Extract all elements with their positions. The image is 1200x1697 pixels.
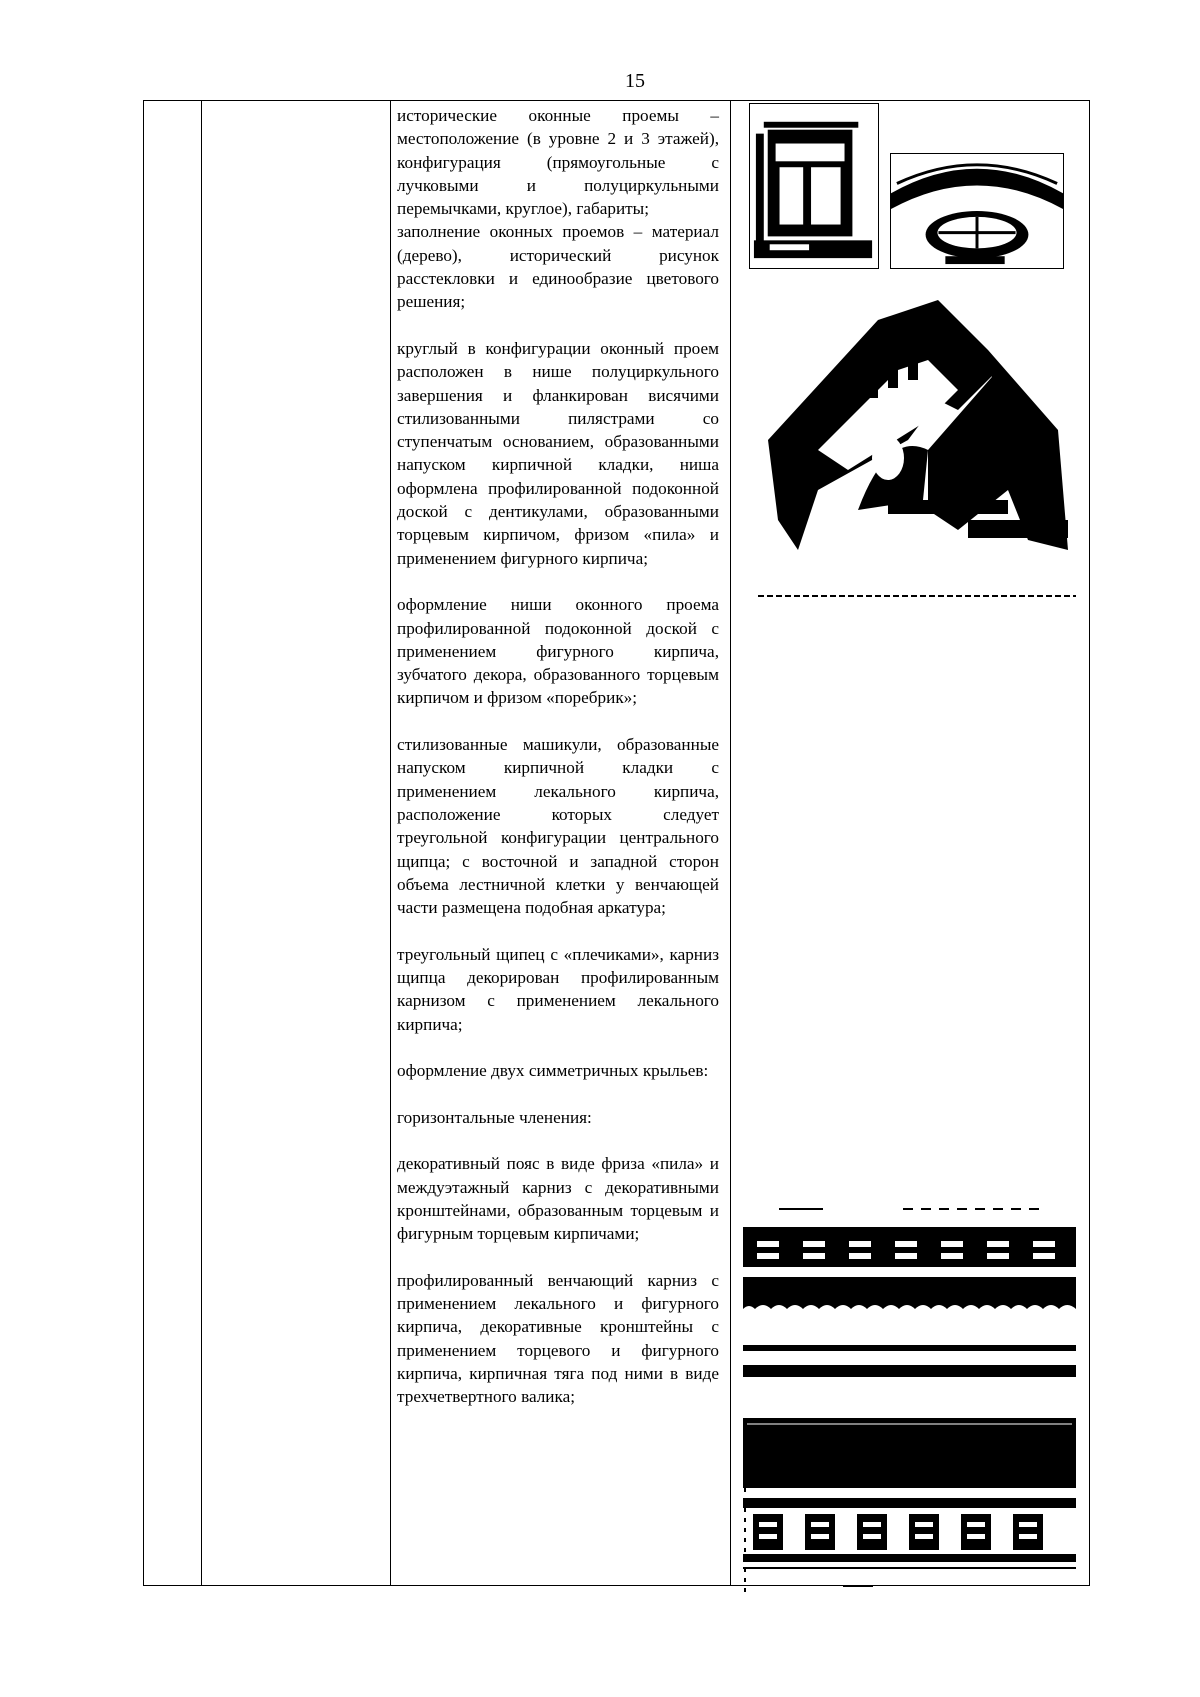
- paragraph-gable: треугольный щипец с «плечиками», карниз щипца декорирован профилированным карнизом с применением лекального кирпича;: [397, 944, 719, 1034]
- paragraph-windows: исторические оконные проемы – местоположение (в уровне 2 и 3 этажей), конфигурация (прямоугольные с лучковыми и полуциркульными перемычками, круглое), габариты; заполнение оконных проемов – материал (дерево), исторический рисунок расстекловки и единообразие цветового решения;: [397, 106, 719, 312]
- frieze-cornice-photo: [743, 1205, 1076, 1383]
- paragraph-machicolations: стилизованные машикули, образованные напуском кирпичной кладки с применением лекального кирпича, расположение которых следует треугольной конфигурации центрального щипца; с восточной и западной сторон объема лестничной клетки у венчающей части размещена подобная аркатура;: [397, 735, 719, 918]
- column-divider: [730, 101, 731, 1585]
- paragraph-horizontal: горизонтальные членения:: [397, 1107, 592, 1127]
- crowning-cornice-photo: [743, 1418, 1076, 1592]
- paragraph-wings: оформление двух симметричных крыльев:: [397, 1061, 709, 1081]
- column-divider: [390, 101, 391, 1585]
- paragraph-round-window: круглый в конфигурации оконный проем расположен в нише полуциркульного завершения и фланкирован висячими стилизованными пилястрами со ступенчатым основанием, образованными напуском кирпичной кладки, ниша оформлена профилированной подоконной доской с дентикулами, образованными торцевым кирпичом, фризом «пила» и применением фигурного кирпича;: [397, 338, 719, 568]
- window-facade-photo: [749, 103, 879, 269]
- corner-tower-photo: [758, 290, 1076, 598]
- paragraph-cornice: профилированный венчающий карниз с применением лекального и фигурного кирпича, декоративные кронштейны с применением торцевого и фигурного кирпича, кирпичная тяга под ними в виде трехчетвертного валика;: [397, 1270, 719, 1407]
- paragraph-frieze: декоративный пояс в виде фриза «пила» и междуэтажный карниз с декоративными кронштейнами, образованным торцевым и фигурным торцевым кирпичами;: [397, 1154, 719, 1244]
- paragraph-niche: оформление ниши оконного проема профилированной подоконной доской с применением фигурного кирпича, зубчатого декора, образованного торцевым кирпичом и фризом «поребрик»;: [397, 595, 719, 708]
- page-number: 15: [625, 70, 645, 92]
- column-divider: [201, 101, 202, 1585]
- round-window-photo: [890, 153, 1064, 269]
- description-column: [397, 104, 719, 1409]
